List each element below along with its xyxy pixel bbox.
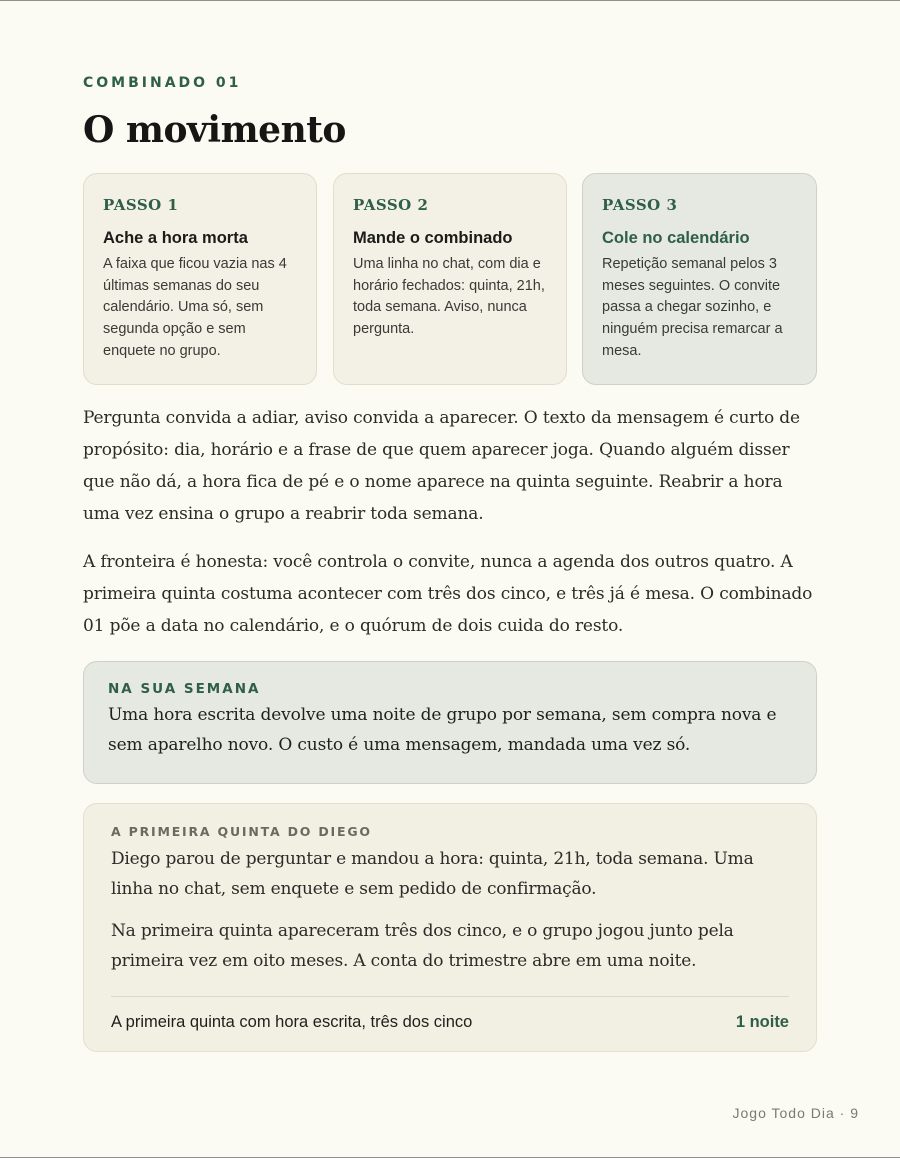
- story-paragraph-1: Diego parou de perguntar e mandou a hora: quinta, 21h, toda semana. Uma linha no chat, sem enquete e sem pedido de confirmação.: [111, 849, 754, 899]
- step-text: Repetição semanal pelos 3 meses seguintes. O convite passa a chegar sozinho, e ninguém precisa remarcar a mesa.: [602, 256, 783, 359]
- step-title: Ache a hora morta: [103, 229, 248, 247]
- story-result-row: [111, 1010, 789, 1034]
- page-footer: Jogo Todo Dia · 9: [732, 1105, 859, 1121]
- step-title: Cole no calendário: [602, 229, 750, 247]
- step-label: PASSO 3: [602, 196, 678, 214]
- step-label: PASSO 1: [103, 196, 179, 214]
- callout-label: NA SUA SEMANA: [108, 681, 261, 697]
- step-title: Mande o combinado: [353, 229, 513, 247]
- step-label: PASSO 2: [353, 196, 429, 214]
- callout-text: Uma hora escrita devolve uma noite de grupo por semana, sem compra nova e sem aparelho novo. O custo é uma mensagem, mandada uma vez só.: [108, 705, 777, 755]
- body-paragraph-2: A fronteira é honesta: você controla o convite, nunca a agenda dos outros quatro. A primeira quinta costuma acontecer com três dos cinco, e três já é mesa. O combinado 01 põe a data no calendário, e o quórum de dois cuida do resto.: [83, 552, 813, 636]
- story-paragraph-2: Na primeira quinta apareceram três dos cinco, e o grupo jogou junto pela primeira vez em oito meses. A conta do trimestre abre em uma noite.: [111, 921, 734, 971]
- story-box: [83, 803, 817, 1052]
- result-value: 1 noite: [735, 1013, 789, 1031]
- step-card-3: [582, 173, 817, 385]
- story-label: A PRIMEIRA QUINTA DO DIEGO: [111, 824, 372, 839]
- steps-row: [83, 173, 817, 385]
- body-paragraph-1: Pergunta convida a adiar, aviso convida a aparecer. O texto da mensagem é curto de propósito: dia, horário e a frase de que quem aparecer joga. Quando alguém disser que não dá, a hora fica de pé e o nome aparece na quinta seguinte. Reabrir a hora uma vez ensina o grupo a reabrir toda semana.: [83, 408, 800, 524]
- step-text: A faixa que ficou vazia nas 4 últimas semanas do seu calendário. Uma só, sem segunda opção e sem enquete no grupo.: [103, 256, 287, 359]
- step-card-2: [333, 173, 567, 385]
- step-text: Uma linha no chat, com dia e horário fechados: quinta, 21h, toda semana. Aviso, nunca pergunta.: [353, 256, 545, 338]
- page-title: O movimento: [83, 109, 346, 151]
- callout-box: [83, 661, 817, 784]
- divider: [111, 996, 789, 997]
- section-eyebrow: COMBINADO 01: [83, 75, 242, 91]
- step-card-1: [83, 173, 317, 385]
- result-label: A primeira quinta com hora escrita, três dos cinco: [111, 1013, 473, 1031]
